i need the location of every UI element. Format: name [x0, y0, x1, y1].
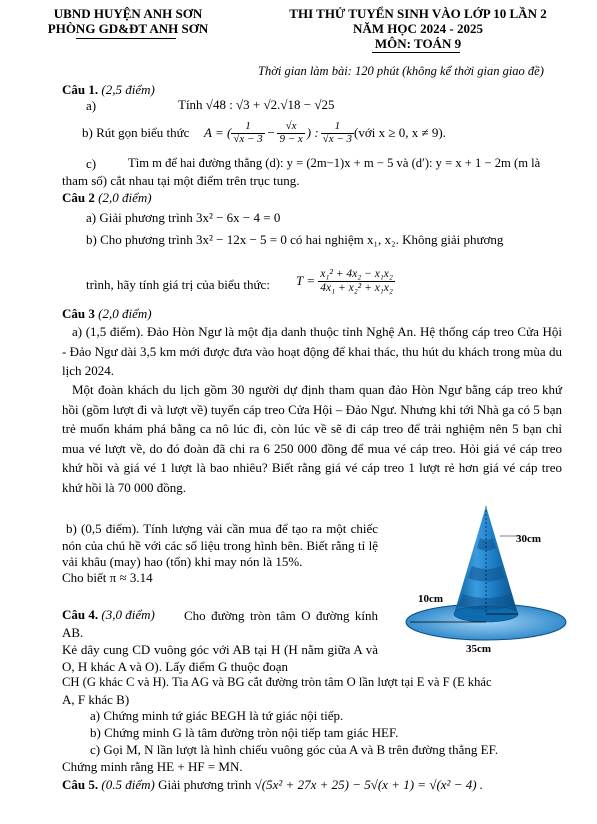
school-authority: UBND HUYỆN ANH SƠN: [53, 6, 203, 21]
q4-line4: A, F khác B): [62, 692, 130, 707]
q4-intro: Cho đường tròn tâm O đường kính AB.: [62, 608, 378, 640]
header-underline-right: [372, 52, 460, 53]
q1-c-label: c): [86, 156, 97, 171]
q2-b-text: b) Cho phương trình 3x² − 12x − 5 = 0 có hai nghiệm x₁, x₂. Không giải phương: [86, 232, 504, 247]
q3-b-text: b) (0,5 điểm). Tính lượng vải cần mua để tạo ra một chiếc nón của chú hề với các số liệu trong hình bên. Biết rằng tỉ lệ vải khâu (may) hao (tổn) khi may nón là 15%.: [62, 521, 378, 569]
label-30cm: 30cm: [516, 533, 542, 545]
q2-b-text2: trình, hãy tính giá trị của biểu thức:: [86, 277, 270, 292]
q4-a-text: a) Chứng minh tứ giác BEGH là tứ giác nội tiếp.: [90, 708, 344, 723]
q4-heading: Câu 4. (3,0 điểm): [62, 607, 155, 622]
header-underline-left: [76, 38, 176, 39]
q4-b-text: b) Chứng minh G là tâm đường tròn nội tiếp tam giác HEF.: [90, 725, 399, 740]
q1-a-text: Tính √48 : √3 + √2.√18 − √25: [178, 97, 335, 112]
subject: MÔN: TOÁN 9: [374, 36, 462, 51]
label-35cm: 35cm: [466, 643, 492, 655]
q1-a-label: a): [86, 98, 97, 113]
q5-line: Câu 5. (0.5 điểm) Giải phương trình √(5x² + 27x + 25) − 5√(x + 1) = √(x² − 4) .: [62, 777, 484, 792]
q1-c-text2: tham số) cắt nhau tại một điểm trên trục tung.: [62, 173, 300, 188]
q2-T-expression: T = $\frac{\text{x₁² + 4x₂ − x₁x₂}}{\text{4x₁ + x₂² + x₁x₂}}$: [296, 268, 393, 294]
q4-c-text2: Chứng minh rằng HE + HF = MN.: [62, 759, 243, 774]
clown-hat-figure: [400, 498, 580, 658]
q1-c-text: Tìm m để hai đường thẳng (d): y = (2m−1)x + m − 5 và (d′): y = x + 1 − 2m (m là: [128, 156, 541, 170]
q1-heading: Câu 1. (2,5 điểm): [62, 82, 155, 97]
q1-b-expression: A = ( $\frac{1}{√x - 3}$ − $\frac{√x}{9 - x}$ ) : $\frac{1}{√x - 3}$: [204, 119, 353, 145]
q4-line2: Kẻ dây cung CD vuông góc với AB tại H (H nằm giữa A và O, H khác A và O). Lấy điểm G thuộc đoạn: [62, 642, 378, 674]
q3-heading: Câu 3 (2,0 điểm): [62, 306, 152, 321]
exam-title: THI THỬ TUYỂN SINH VÀO LỚP 10 LẦN 2: [289, 6, 547, 21]
q2-a-text: a) Giải phương trình 3x² − 6x − 4 = 0: [86, 210, 281, 225]
q4-line3: CH (G khác C và H). Tia AG và BG cắt đường tròn tâm O lần lượt tại E và F (E khác: [62, 675, 492, 689]
time-note: Thời gian làm bài: 120 phút (không kể thời gian giao đề): [258, 64, 544, 78]
q3-b-pi: Cho biết π ≈ 3.14: [62, 570, 153, 585]
label-10cm: 10cm: [418, 593, 444, 605]
q4-c-text: c) Gọi M, N lần lượt là hình chiếu vuông góc của A và B trên đường thẳng EF.: [90, 742, 499, 757]
q1-b-prefix: b) Rút gọn biểu thức: [82, 125, 190, 140]
school-year: NĂM HỌC 2024 - 2025: [353, 21, 483, 36]
school-department: PHÒNG GD&ĐT ANH SƠN: [47, 21, 209, 36]
q2-heading: Câu 2 (2,0 điểm): [62, 190, 152, 205]
q3-a-body: Một đoàn khách du lịch gồm 30 người dự định tham quan đảo Hòn Ngư bằng cáp treo khứ hồi (gồm lượt đi và lượt về) tuyến cáp treo Cửa Hội – Đảo Ngư. Nhưng khi tới Nhà ga có 5 bạn trẻ muốn khám phá bằng ca nô lúc đi, còn lúc về sẽ đi cáp treo để trải nghiệm nên 5 bạn chỉ mua vé lượt về, do đó đoàn đã chi ra 6 250 000 đồng để mua vé cáp treo. Hỏi giá vé cáp treo khứ hồi và giá vé 1 lượt là bao nhiêu? Biết rằng giá vé cáp treo 1 lượt rẻ hơn giá vé cáp treo khứ hồi là 70 000 đồng.: [62, 382, 562, 495]
q1-b-condition: (với x ≥ 0, x ≠ 9).: [354, 125, 446, 140]
q3-a-intro: a) (1,5 điểm). Đảo Hòn Ngư là một địa danh thuộc tỉnh Nghệ An. Hệ thống cáp treo Cửa Hội - Đảo Ngư dài 3,5 km mới được đưa vào hoạt động để khai thác, thu hút du khách trong mùa du lịch 2024.: [62, 324, 562, 378]
